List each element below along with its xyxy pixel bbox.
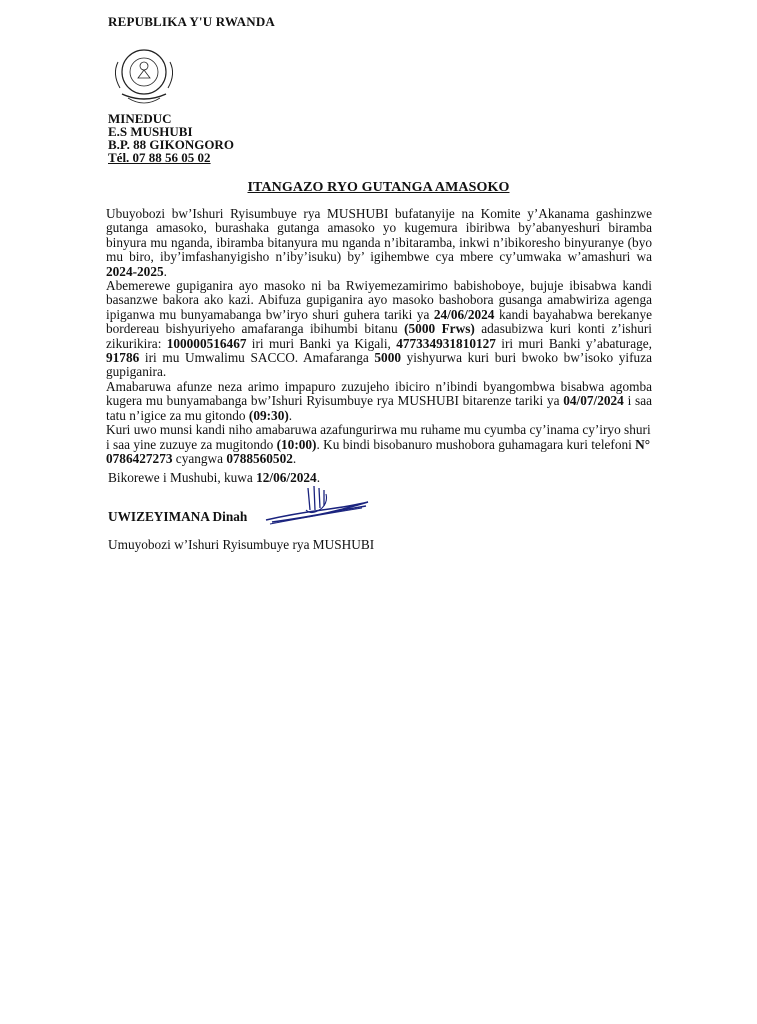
ministry-name: MINEDUC [108,111,172,126]
page-title: ITANGAZO RYO GUTANGA AMASOKO [247,180,510,195]
paragraph-intro: Ubuyobozi bw’Ishuri Ryisumbuye rya MUSHUBI bufatanyije na Komite y’Akanama gashinzwe gutanga amasoko, burashaka gutanga amasoko yo kugemura ibiribwa by’abanyeshuri biramba binyura mu nganda, ibiramba bitanyura mu nganda n’ibitaramba, inkwi n’ibikoresho binyuranye (byo mu biro, iby’imfashanyigisho n’iby’isuku) by’ igihembwe cya mbere cy’umwaka w’amashuri wa 2024-2025. [106,206,652,279]
issue-date-line: Bikorewe i Mushubi, kuwa 12/06/2024. [108,470,321,485]
rwanda-coat-of-arms-icon [106,42,182,112]
signer-name: UWIZEYIMANA Dinah [108,509,248,524]
announcement-body [106,207,652,466]
republic-heading: REPUBLIKA Y'U RWANDA [108,14,276,29]
paragraph-eligibility: Abemerewe gupiganira ayo masoko ni ba Rwiyemezamirimo babishoboye, bujuje ibisabwa kandi basanzwe bakora ako kazi. Abifuza gupiganira ayo masoko bashobora gusanga amabwiriza agenga ipiganwa mu bunyamabanga bw’iryo shuri guhera tariki ya 24/06/2024 kandi bayahabwa berekanye bordereau bishyuriyeho amafaranga ibihumbi bitanu (5000 Frws) adasubizwa kuri konti z’ishuri zikurikira: 100000516467 iri muri Banki ya Kigali, 477334931810127 iri muri Banki y’abaturage, 91786 iri mu Umwalimu SACCO. Amafaranga 5000 yishyurwa kuri buri bwoko bw’isoko yifuza gupiganira. [106,278,652,380]
school-phone: Tél. 07 88 56 05 02 [108,150,211,165]
paragraph-opening: Kuri uwo munsi kandi niho amabaruwa azafungurirwa mu ruhame mu cyumba cy’inama cy’iryo shuri i saa yine zuzuye za mugitondo (10:00). Ku bindi bisobanuro mushobora guhamagara kuri telefoni N° 0786427273 cyangwa 0788560502. [106,422,651,466]
school-name: E.S MUSHUBI [108,124,193,139]
signer-role: Umuyobozi w’Ishuri Ryisumbuye rya MUSHUBI [108,537,375,552]
paragraph-submission: Amabaruwa afunze neza arimo impapuro zuzujeho ibiciro n’ibindi byangombwa bisabwa agomba kugera mu bunyamabanga bw’Ishuri Ryisumbuye rya MUSHUBI bitarenze tariki ya 04/07/2024 i saa tatu n’igice za mu gitondo (09:30). [106,378,652,423]
po-box: B.P. 88 GIKONGORO [108,137,234,152]
handwritten-signature-icon [262,480,372,530]
